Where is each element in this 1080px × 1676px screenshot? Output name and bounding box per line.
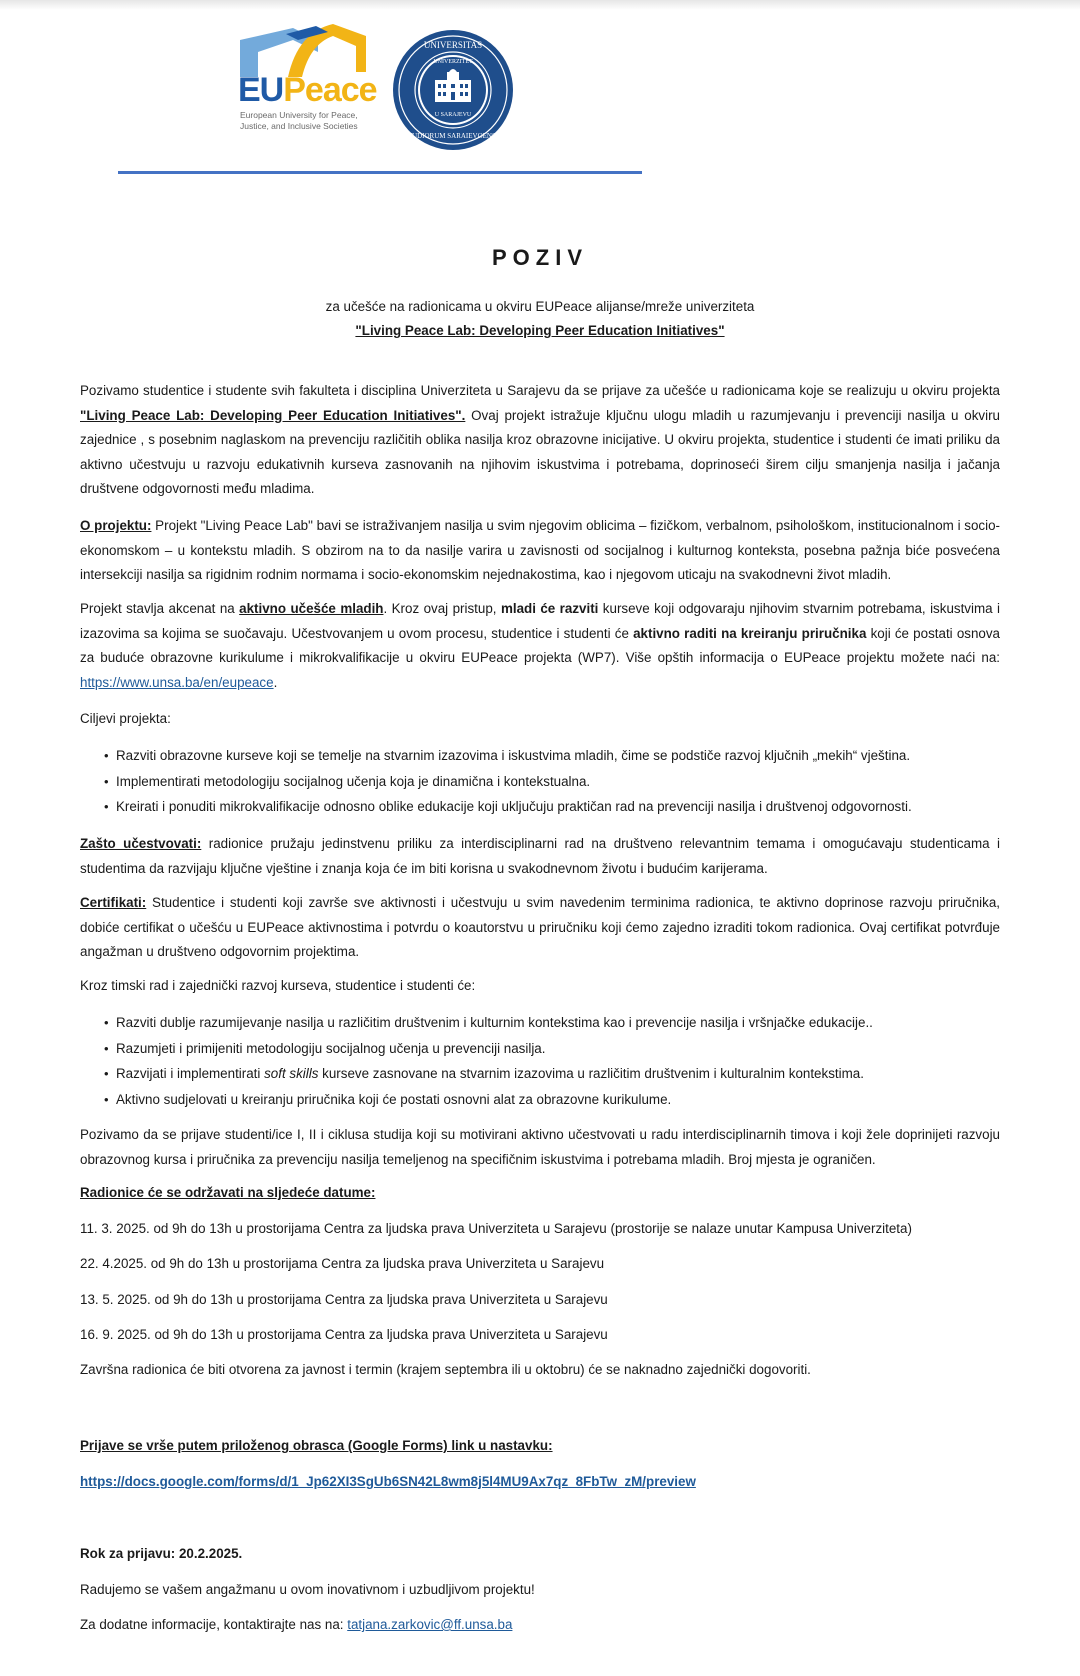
- eupeace-peace-text: Peace: [283, 71, 377, 109]
- certificates-label: Certifikati:: [80, 895, 147, 910]
- about-paragraph: [80, 514, 1000, 588]
- intro-paragraph: [80, 379, 1000, 502]
- application-link-row: [80, 1470, 1000, 1495]
- header-divider: [118, 171, 642, 174]
- page-top-shadow: [0, 0, 1080, 10]
- about-text: Projekt "Living Peace Lab" bavi se istraživanjem nasilja u svim njegovim oblicima – fizičkom, verbalnom, psihološkom, institucionalnom i socio-ekonomskom – u kontekstu mladih. S obzirom na to da nasilje varira u zavisnosti od socijalnog i kulturnog konteksta, posebna pažnja biće posvećena intersekciji nasilja sa rigidnim rodnim normama i socio-ekonomskim nejednakostima, kao i njegovom uticaju na svakodnevni život mladih.: [80, 518, 1000, 582]
- contact-email-link[interactable]: tatjana.zarkovic@ff.unsa.ba: [347, 1617, 513, 1632]
- accent-bold-2: mladi će razviti: [500, 601, 599, 616]
- accent-text-4: koji će postati osnova za buduće obrazovne kurikulume i mikrokvalifikacije u okviru EUPeace projekta (WP7). Više opštih informacija o EUPeace projektu možete naći na:: [80, 625, 1000, 665]
- goals-list-container: [80, 743, 1000, 820]
- eupeace-tagline-line1: European University for Peace,: [240, 110, 358, 120]
- certificates-text: Studentice i studenti koji završe sve aktivnosti i učestvuju u svim navedenim terminima radionica, te aktivno doprinose razvoju priručnika, dobiće certifikat o učešću u EUPeace aktivnostima i potvrdu o koautorstvu u priručniku koji ćemo zajedno izraditi tokom radionica. Ovaj certifikat potvrđuje angažman u društveno odgovornim projektima.: [80, 895, 1000, 959]
- eupeace-logo: [238, 22, 377, 142]
- schedule-date: 22. 4.2025. od 9h do 13h u prostorijama Centra za ljudska prava Univerziteta u Sarajevu: [80, 1256, 605, 1271]
- eupeace-info-link[interactable]: https://www.unsa.ba/en/eupeace: [80, 674, 274, 690]
- teamwork-list-container: [80, 1010, 1000, 1112]
- teamwork-list-item: • Razviti dublje razumijevanje nasilja u različitim društvenim i kulturnim kontekstima kao i prevencije nasilja i vršnjačke edukacije..: [116, 1010, 1000, 1036]
- goals-list: [80, 743, 1000, 820]
- soft-skills-italic: soft skills: [264, 1066, 319, 1081]
- schedule-heading: Radionice će se održavati na sljedeće datume:: [80, 1185, 376, 1200]
- application-deadline: Rok za prijavu: 20.2.2025.: [80, 1546, 243, 1561]
- goals-list-item: • Razviti obrazovne kurseve koji se temelje na stvarnim izazovima i iskustvima mladih, čime se podstiče razvoj ključnih „mekih“ vještina.: [116, 743, 1000, 769]
- schedule-date: 11. 3. 2025. od 9h do 13h u prostorijama Centra za ljudska prava Univerziteta u Sarajevu (prostorije se nalaze unutar Kampusa Univerziteta): [80, 1221, 912, 1236]
- intro-text-2: Ovaj projekt istražuje ključnu ulogu mladih u razumjevanju i prevenciji nasilja u okviru zajednice , s posebnim naglaskom na prevenciju različitih oblika nasilja kroz obrazovne inicijative. U okviru projekta, studentice i studenti će imati priliku da aktivno učestvuju u razvoju edukativnih kurseva zasnovanih na njihovim iskustvima i potrebama, doprinoseći širem cilju smanjenja nasilja i jačanja društvene odgovornosti među mladima.: [80, 407, 1000, 496]
- contact-line: [80, 1613, 1000, 1638]
- why-participate-label: Zašto učestvovati:: [80, 836, 202, 851]
- teamwork-list-item: • Aktivno sudjelovati u kreiranju priručnika koji će postati osnovni alat za obrazovne kurikulume.: [116, 1087, 1000, 1113]
- eupeace-tagline-line2: Justice, and Inclusive Societies: [240, 121, 358, 131]
- teamwork-list-item: • Razvijati i implementirati soft skills kurseve zasnovane na stvarnim izazovima u različitim društvenim i kulturalnim kontekstima.: [116, 1061, 1000, 1087]
- about-label: O projektu:: [80, 518, 152, 533]
- page-subtitle: za učešće na radionicama u okviru EUPeace alijanse/mreže univerziteta: [325, 299, 755, 314]
- accent-bold-1: aktivno učešće mladih: [239, 601, 384, 616]
- eupeace-wordmark: [238, 72, 377, 108]
- closing-message: Radujemo se vašem angažmanu u ovom inovativnom i uzbudljivom projektu!: [80, 1582, 535, 1597]
- accent-text-3: kurseve koji odgovaraju njihovim stvarnim potrebama, iskustvima i izazovima sa kojima se suočavaju. Učestvovanjem u ovom procesu, studentice i studenti će: [80, 601, 1000, 641]
- invite-paragraph: Pozivamo da se prijave studenti/ice I, II i ciklusa studija koji su motivirani aktivno učestvovati u radu interdisciplinarnih timova i koji žele doprinijeti razvoju obrazovnog kursa i priručnika za prevenciju nasilja temeljenog na specifičnim iskustvima i potrebama mladih. Broj mjesta je ograničen.: [80, 1127, 1000, 1167]
- teamwork-list-item: • Razumjeti i primijeniti metodologiju socijalnog učenja u prevenciji nasilja.: [116, 1036, 1000, 1062]
- application-heading: Prijave se vrše putem priloženog obrasca (Google Forms) link u nastavku:: [80, 1438, 553, 1453]
- project-name: "Living Peace Lab: Developing Peer Education Initiatives": [355, 323, 725, 338]
- goals-list-item: • Kreirati i ponuditi mikrokvalifikacije odnosno oblike edukacije koji uključuju praktičan rad na prevenciji nasilja i društvenoj odgovornosti.: [116, 794, 1000, 820]
- goals-heading: Ciljevi projekta:: [80, 711, 171, 726]
- intro-text-1: Pozivamo studentice i studente svih fakulteta i disciplina Univerziteta u Sarajevu da se prijave za učešće u radionicama koje se realizuju u okviru projekta: [80, 383, 1000, 398]
- contact-text: Za dodatne informacije, kontaktirajte nas na:: [80, 1617, 348, 1632]
- eupeace-arches-icon: [238, 22, 373, 77]
- page-title: POZIV: [491, 245, 588, 270]
- university-seal-logo: [393, 30, 513, 150]
- eupeace-tagline: [240, 110, 358, 132]
- svg-text:UNIVERSITAS: UNIVERSITAS: [423, 40, 483, 50]
- header-logos: [238, 20, 518, 150]
- final-workshop-note: Završna radionica će biti otvorena za javnost i termin (krajem septembra ili u oktobru) će se naknadno zajednički dogovoriti.: [80, 1362, 811, 1377]
- why-participate-paragraph: [80, 832, 1000, 881]
- svg-text:STUDIORUM SARAIEVOENSIS: STUDIORUM SARAIEVOENSIS: [403, 132, 503, 140]
- accent-text-2: . Kroz ovaj pristup,: [383, 601, 501, 616]
- accent-text-1: Projekt stavlja akcenat na: [80, 601, 240, 616]
- eupeace-eu-text: EU: [238, 71, 284, 109]
- university-building-icon: [393, 30, 513, 150]
- svg-text:UNIVERZITET: UNIVERZITET: [433, 59, 473, 65]
- accent-bold-3: aktivno raditi na kreiranju priručnika: [633, 625, 867, 641]
- svg-text:U SARAJEVU: U SARAJEVU: [434, 112, 472, 118]
- teamwork-list: [80, 1010, 1000, 1112]
- why-participate-text: radionice pružaju jedinstvenu priliku za interdisciplinarni rad na društveno relevantnim temama i omogućavaju studenticama i studentima da razvijaju ključne vještine i znanja koja će im biti korisna u svakodnevnom životu i budućim karijerama.: [80, 836, 1001, 876]
- google-forms-link[interactable]: https://docs.google.com/forms/d/1_Jp62XI3SgUb6SN42L8wm8j5l4MU9Ax7qz_8FbTw_zM/preview: [80, 1474, 696, 1489]
- accent-text-5: .: [273, 674, 278, 690]
- goals-list-item: • Implementirati metodologiju socijalnog učenja koja je dinamična i kontekstualna.: [116, 769, 1000, 795]
- schedule-date: 16. 9. 2025. od 9h do 13h u prostorijama Centra za ljudska prava Univerziteta u Sarajevu: [80, 1327, 608, 1342]
- teamwork-heading: Kroz timski rad i zajednički razvoj kurseva, studentice i studenti će:: [80, 978, 476, 993]
- schedule-date: 13. 5. 2025. od 9h do 13h u prostorijama Centra za ljudska prava Univerziteta u Sarajevu: [80, 1292, 608, 1307]
- certificates-paragraph: [80, 891, 1000, 965]
- intro-project-name: "Living Peace Lab: Developing Peer Education Initiatives".: [80, 407, 466, 423]
- accent-paragraph: [80, 597, 1000, 695]
